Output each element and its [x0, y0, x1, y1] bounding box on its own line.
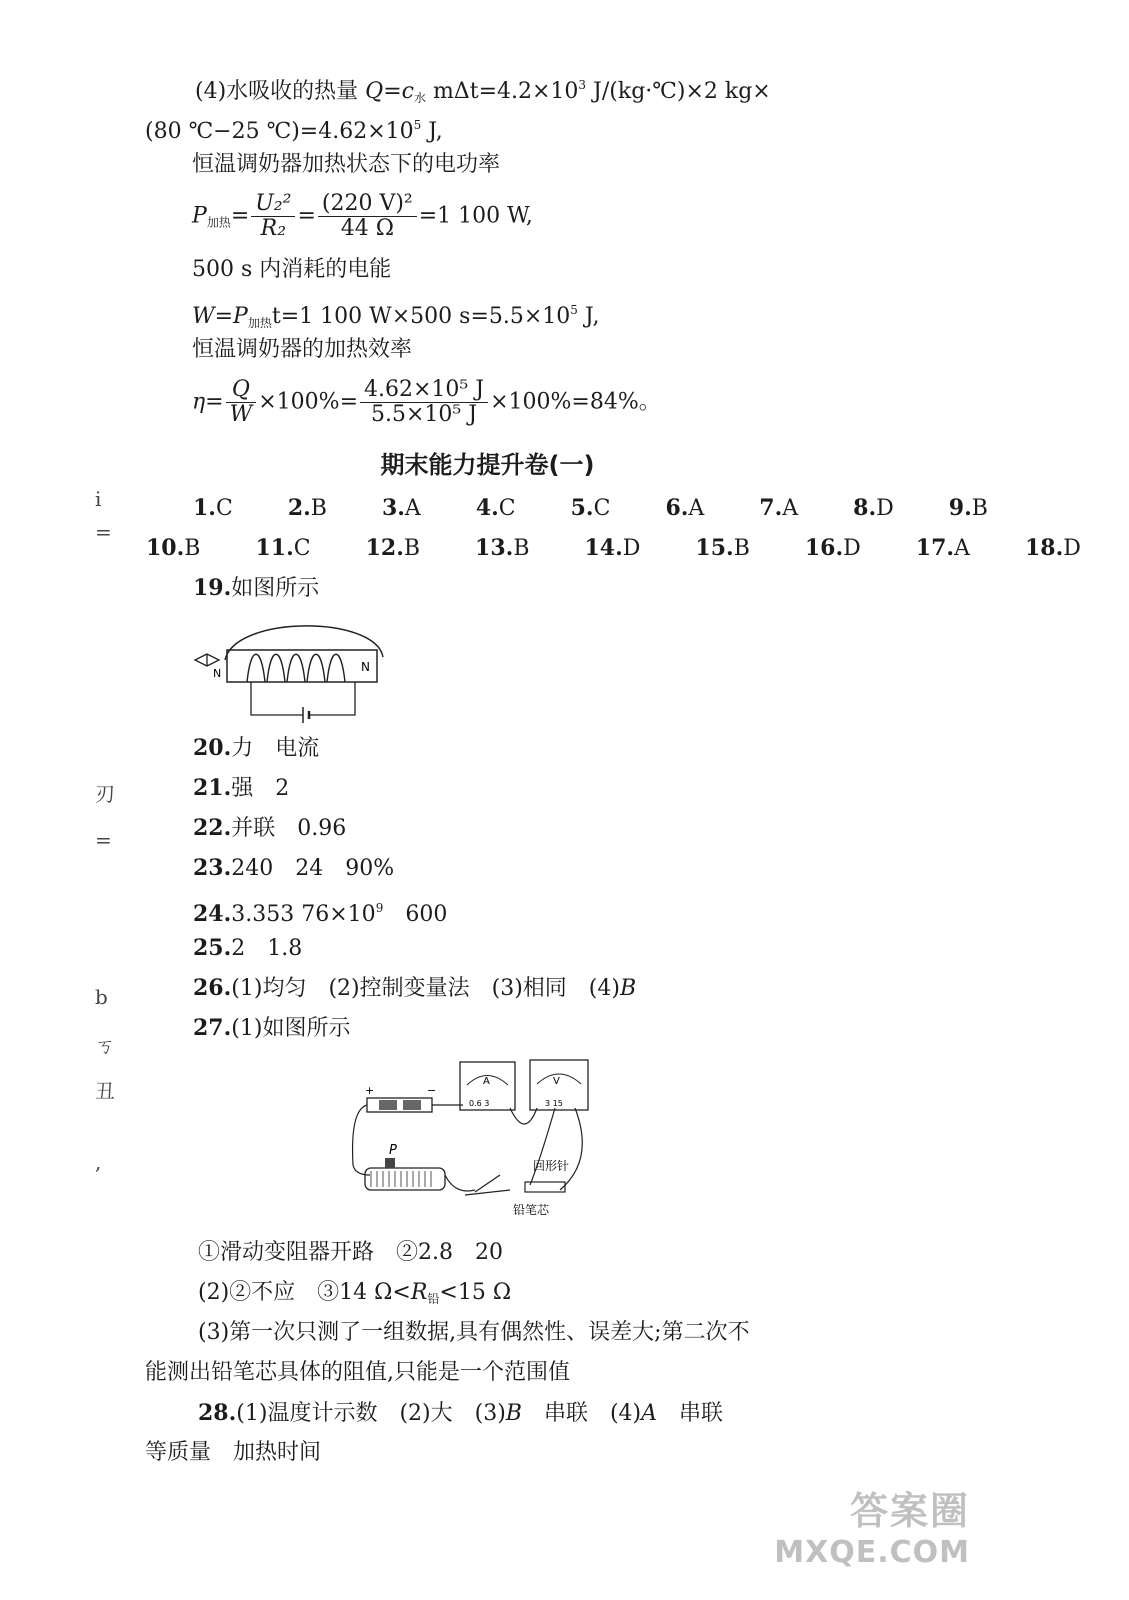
mc-answer: 13.B: [475, 535, 530, 561]
mc-answer: 5.C: [570, 495, 611, 521]
pole-label-left: N: [213, 667, 222, 680]
mc-answer: 14.D: [584, 535, 641, 561]
fraction-220-44: $\frac{\text{(220 V)²}}{44 \Omega}$: [318, 192, 417, 241]
pole-label-right: N: [361, 660, 370, 674]
svg-text:+: +: [365, 1084, 375, 1097]
solenoid-diagram: [185, 615, 425, 725]
margin-mark: i: [95, 487, 102, 511]
field-line: [225, 626, 383, 660]
slider-icon: [385, 1158, 395, 1168]
text-line-7: 恒温调奶器的加热效率: [192, 337, 413, 362]
section-heading: 期末能力提升卷(一): [380, 451, 595, 479]
q27-line-5: 能测出铅笔芯具体的阻值,只能是一个范围值: [145, 1360, 570, 1385]
q20: 20.力 电流: [193, 735, 320, 761]
mc-answer: 8.D: [853, 495, 894, 521]
q26: 26.(1)均匀 (2)控制变量法 (3)相同 (4)B: [193, 975, 637, 1001]
text-line-3: 恒温调奶器加热状态下的电功率: [192, 152, 501, 177]
svg-text:3 15: 3 15: [545, 1099, 563, 1108]
lead-label: 铅笔芯: [513, 1203, 550, 1217]
mc-answer: 15.B: [695, 535, 750, 561]
q19: 19.如图所示: [193, 575, 320, 601]
circuit-diagram: [345, 1050, 605, 1225]
q27-line-2: ①滑动变阻器开路 ②2.8 20: [198, 1240, 503, 1265]
mc-answer: 18.D: [1024, 535, 1081, 561]
mc-row-2: [146, 533, 1129, 564]
margin-mark: 刃: [95, 782, 115, 806]
q21: 21.强 2: [193, 775, 290, 801]
svg-text:V: V: [553, 1076, 560, 1087]
margin-mark: =: [95, 520, 112, 544]
svg-text:0.6 3: 0.6 3: [469, 1099, 490, 1108]
mc-answer: 6.A: [665, 495, 705, 521]
wire: [353, 1105, 583, 1191]
mc-answer: 3.A: [381, 495, 421, 521]
formula-line-2: (80 ℃−25 $℃)=4.62\times 10^5$ J,: [145, 118, 443, 144]
q25: 25.2 1.8: [193, 935, 303, 961]
watermark-top: 答案圈: [849, 1489, 970, 1533]
q28-line-2: 等质量 加热时间: [145, 1440, 322, 1465]
formula-line-1: (4)水吸收的热量 $Q=c_水$ $m\Delta t=4.2\times 10^3$ J/(kg·℃)×2 kg×: [195, 78, 771, 105]
q24: 24.3.353 $76\times 10^9$ 600: [193, 901, 448, 927]
coil-windings: [247, 654, 345, 682]
margin-mark: 丑: [95, 1079, 115, 1103]
q23: 23.240 24 90%: [193, 855, 395, 881]
margin-mark: =: [95, 828, 112, 852]
margin-mark: ㄎ: [95, 1034, 115, 1058]
q27-line-4: (3)第一次只测了一组数据,具有偶然性、误差大;第二次不: [198, 1320, 750, 1345]
clip-label: 回形针: [533, 1159, 570, 1173]
fraction-q-w: $\frac{Q}{W}$: [226, 378, 257, 427]
mc-answer: 17.A: [915, 535, 970, 561]
mc-answer: 2.B: [287, 495, 327, 521]
mc-answer: 4.C: [475, 495, 516, 521]
margin-mark: ,: [95, 1150, 102, 1174]
slider-label: P: [389, 1143, 397, 1158]
switch-icon: [465, 1175, 510, 1195]
fraction-energy: $\frac{\text{4.62×10⁵ J}}{\text{5.5×10⁵ J}}$: [360, 378, 488, 427]
q27-line-3: (2)②不应 ③14 $\Omega<R_铅<15$ Ω: [198, 1280, 512, 1306]
mc-answer: 7.A: [759, 495, 799, 521]
margin-mark: b: [95, 985, 108, 1009]
battery-box-icon: [367, 1098, 432, 1112]
q27: 27.(1)如图所示: [193, 1015, 351, 1041]
q28: 28.(1)温度计示数 (2)大 (3)B 串联 (4)A 串联: [198, 1400, 724, 1426]
mc-row-1: [193, 493, 1036, 524]
mc-answer: 9.B: [948, 495, 988, 521]
efficiency-formula: η= $\frac{Q}{W}$ ×100%= $\frac{\text{4.62×10⁵ J}}{\text{5.5×10⁵ J}}$ ×100%=84%。: [192, 377, 661, 427]
power-formula: $P_{加热}=$ $\frac{\text{U₂²}}{\text{R₂}}$ = $\frac{\text{(220 V)²}}{44 \Omega}$ =1 100 W,: [192, 191, 533, 241]
fraction-u-r: $\frac{\text{U₂²}}{\text{R₂}}$: [251, 192, 295, 241]
compass-needle-icon: [195, 654, 219, 666]
q22: 22.并联 0.96: [193, 815, 347, 841]
energy-formula: $W=P_{加热}t=1$ 100 W×500 $s=5.5\times 10^5$ J,: [192, 303, 600, 330]
mc-answer: 1.C: [193, 495, 233, 521]
mc-answer: 12.B: [365, 535, 421, 561]
text-line-5: 500 s 内消耗的电能: [192, 257, 392, 282]
mc-answer: 16.D: [804, 535, 861, 561]
mc-answer: 10.B: [146, 535, 201, 561]
watermark: [774, 1480, 970, 1570]
watermark-bottom: MXQE.COM: [774, 1535, 970, 1570]
mc-answer: 11.C: [255, 535, 311, 561]
svg-text:A: A: [483, 1076, 490, 1087]
svg-text:−: −: [427, 1084, 437, 1097]
